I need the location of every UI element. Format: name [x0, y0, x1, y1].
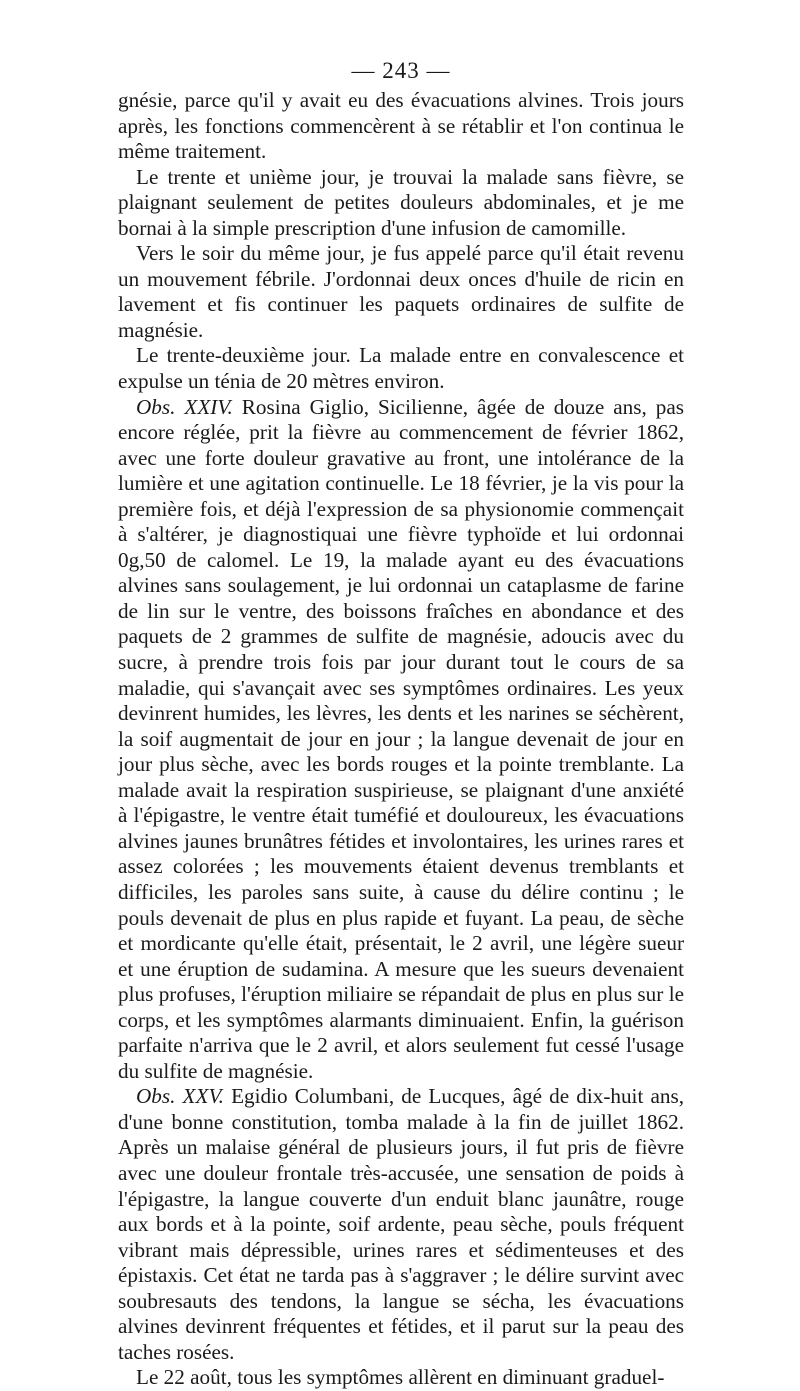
page-number: — 243 — [351, 58, 451, 83]
book-page [118, 58, 684, 1391]
paragraph [118, 343, 684, 394]
body-text [118, 88, 684, 1391]
paragraph [118, 88, 684, 165]
paragraph-text: Le trente-deuxième jour. La malade entre en convalescence et expulse un ténia de 20 mètres environ. [118, 343, 684, 394]
paragraph [118, 165, 684, 242]
observation-paragraph [118, 395, 684, 1085]
paragraph-text: gnésie, parce qu'il y avait eu des évacuations alvines. Trois jours après, les fonctions commencèrent à se rétablir et l'on continua le même traitement. [118, 88, 684, 164]
paragraph-text: Rosina Giglio, Sicilienne, âgée de douze ans, pas encore réglée, prit la fièvre au commencement de février 1862, avec une forte douleur gravative au front, une intolérance de la lumière et une agitation continuelle. Le 18 février, je la vis pour la première fois, et déjà l'expression de sa physionomie commençait à s'altérer, je diagnostiquai une fièvre typhoïde et lui ordonnai 0g,50 de calomel. Le 19, la malade ayant eu des évacuations alvines sans soulagement, je lui ordonnai un cataplasme de farine de lin sur le ventre, des boissons fraîches en abondance et des paquets de 2 grammes de sulfite de magnésie, adoucis avec du sucre, à prendre trois fois par jour durant tout le cours de sa maladie, qui s'avançait avec ses symptômes ordinaires. Les yeux devinrent humides, les lèvres, les dents et les narines se séchèrent, la soif augmentait de jour en jour ; la langue devenait de jour en jour plus sèche, avec les bords rouges et la pointe tremblante. La malade avait la respiration suspirieuse, se plaignant d'une anxiété à l'épigastre, le ventre était tuméfié et douloureux, les évacuations alvines jaunes brunâtres fétides et involontaires, les urines rares et assez colorées ; les mouvements étaient devenus tremblants et difficiles, les paroles sans suite, à cause du délire continu ; le pouls devenait de plus en plus rapide et fuyant. La peau, de sèche et mordicante qu'elle était, présentait, le 2 avril, une légère sueur et une éruption de sudamina. A mesure que les sueurs devenaient plus profuses, l'éruption miliaire se répandait de plus en plus sur le corps, et les symptômes alarmants diminuaient. Enfin, la guérison parfaite n'arriva que le 2 avril, et alors seulement fut cessé l'usage du sulfite de magnésie. [118, 394, 684, 1083]
paragraph-text: Egidio Columbani, de Lucques, âgé de dix-huit ans, d'une bonne constitution, tomba malade à la fin de juillet 1862. Après un malaise général de plusieurs jours, il fut pris de fièvre avec une douleur frontale très-accusée, une sensation de poids à l'épigastre, la langue couverte d'un enduit blanc jaunâtre, rouge aux bords et à la pointe, soif ardente, peau sèche, pouls fréquent vibrant mais dépressible, urines rares et sédimenteuses et des épistaxis. Cet état ne tarda pas à s'aggraver ; le délire survint avec soubresauts des tendons, la langue se sécha, les évacuations alvines devinrent fréquentes et fétides, et il parut sur la peau des taches rosées. [118, 1084, 684, 1364]
paragraph-text: Le trente et unième jour, je trouvai la malade sans fièvre, se plaignant seulement de petites douleurs abdominales, et je me bornai à la simple prescription d'une infusion de camomille. [118, 164, 684, 240]
observation-label: Obs. XXIV. [136, 394, 233, 419]
paragraph [118, 241, 684, 343]
paragraph [118, 1365, 684, 1391]
paragraph-text: Le 22 août, tous les symptômes allèrent en diminuant graduel- [136, 1365, 665, 1390]
observation-paragraph [118, 1084, 684, 1365]
paragraph-text: Vers le soir du même jour, je fus appelé parce qu'il était revenu un mouvement fébrile. J'ordonnai deux onces d'huile de ricin en lavement et fis continuer les paquets ordinaires de sulfite de magnésie. [118, 241, 684, 342]
observation-label: Obs. XXV. [136, 1084, 224, 1109]
